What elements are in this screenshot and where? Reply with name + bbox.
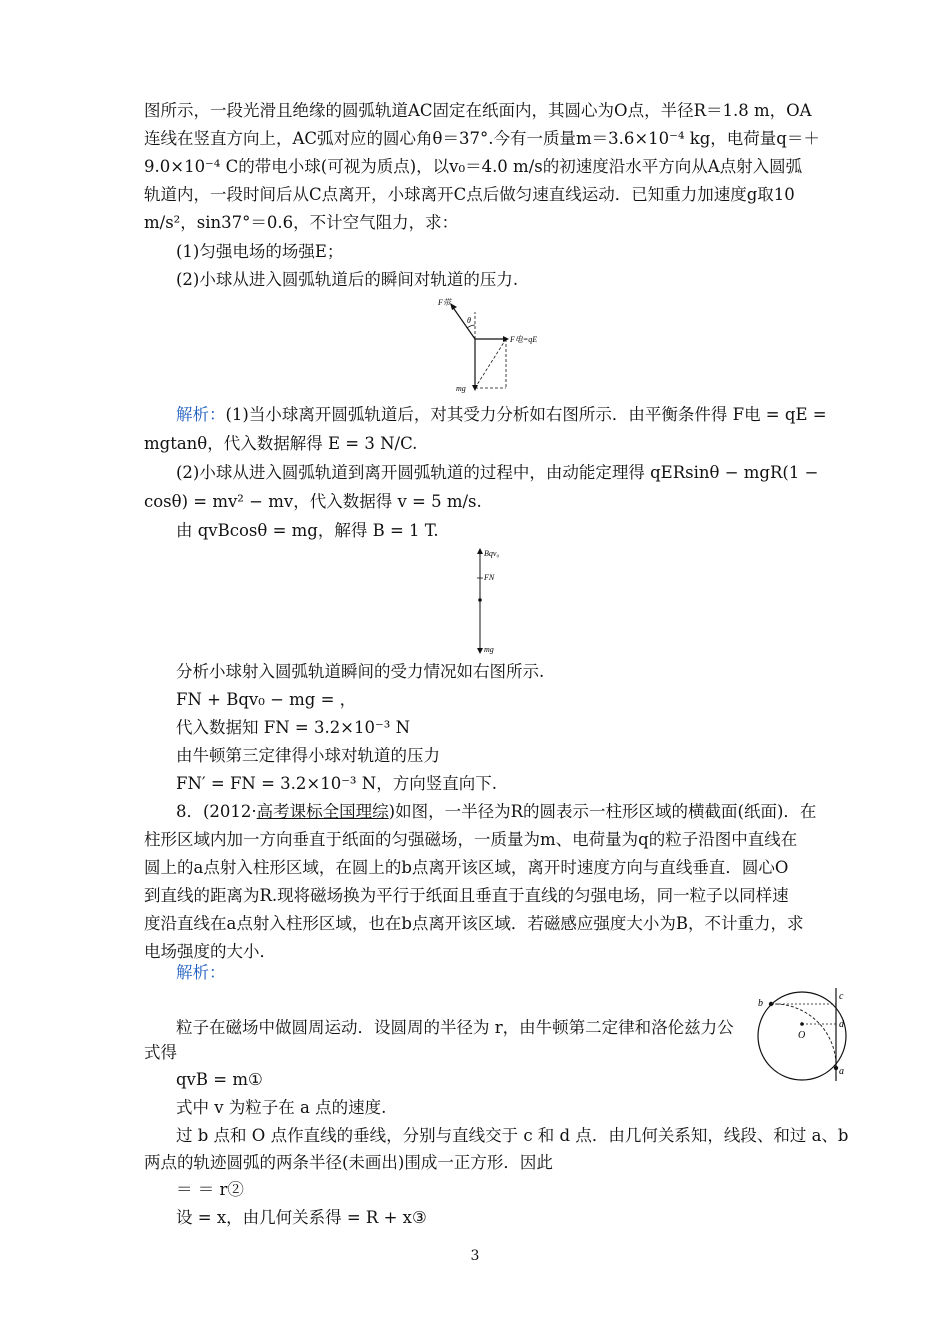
mg-label: mg	[456, 384, 466, 393]
page-number: 3	[470, 1248, 480, 1264]
solution-line	[176, 405, 827, 425]
solution-line: 分析小球射入圆弧轨道瞬间的受力情况如右图所示.	[176, 662, 545, 681]
problem-number: 8．(2012·	[176, 802, 257, 821]
problem-text-line: 轨道内，一段时间后从C点离开，小球离开C点后做匀速直线运动．已知重力加速度g取10	[144, 185, 795, 204]
solution-line: 两点的轨迹圆弧的两条半径(未画出)围成一正方形．因此	[144, 1153, 553, 1172]
question-2: (2)小球从进入圆弧轨道后的瞬间对轨道的压力.	[176, 270, 519, 289]
label-o: O	[798, 1030, 806, 1041]
problem-text-line: 图所示，一段光滑且绝缘的圆弧轨道AC固定在纸面内，其圆心为O点，半径R＝1.8 m，OA	[144, 101, 812, 120]
label-c: c	[839, 991, 844, 1002]
arrowhead	[477, 548, 483, 554]
problem-text-line: 圆上的a点射入柱形区域，在圆上的b点离开该区域，离开时速度方向与直线垂直．圆心O	[144, 858, 789, 877]
f-dai-label: F带	[438, 298, 451, 307]
label-b: b	[758, 998, 763, 1009]
solution-label: 解析：	[176, 405, 226, 424]
point-b	[769, 1002, 773, 1006]
f-dai-vector	[452, 306, 475, 339]
dashed-diagonal	[475, 339, 506, 388]
solution-line: 由牛顿第三定律得小球对轨道的压力	[176, 746, 440, 765]
arrowhead	[450, 303, 457, 310]
solution-line: qvB = m①	[176, 1070, 263, 1089]
solution-line: cosθ) = mv² − mv，代入数据得 v = 5 m/s.	[144, 492, 482, 511]
problem-text-line: 电场强度的大小．	[144, 942, 276, 961]
point-a	[834, 1066, 838, 1070]
solution-line: 由 qvBcosθ = mg，解得 B = 1 T.	[176, 521, 439, 540]
solution-label: 解析：	[176, 963, 226, 982]
force-diagram-2	[470, 546, 530, 658]
theta-label: θ	[467, 316, 471, 325]
problem-text-line: 到直线的距离为R.现将磁场换为平行于纸面且垂直于直线的匀强电场，同一粒子以同样速	[144, 886, 789, 905]
solution-text: (1)当小球离开圆弧轨道后，对其受力分析如右图所示．由平衡条件得 F电 = qE =	[225, 405, 827, 424]
problem-text-line: 连线在竖直方向上，AC弧对应的圆心角θ＝37°.今有一质量m＝3.6×10⁻⁴ kg，电荷量q＝＋	[144, 129, 820, 148]
point-o	[800, 1022, 804, 1026]
problem-text: )如图，一半径为R的圆表示一柱形区域的横截面(纸面)．在	[388, 802, 817, 821]
solution-line: 粒子在磁场中做圆周运动．设圆周的半径为 r，由牛顿第二定律和洛伦兹力公	[176, 1018, 734, 1037]
solution-line: (2)小球从进入圆弧轨道到离开圆弧轨道的过程中，由动能定理得 qERsinθ − mgR(1 −	[176, 463, 819, 482]
solution-line: FN′ = FN = 3.2×10⁻³ N，方向竖直向下.	[176, 774, 497, 793]
solution-line: ＝ ＝ r②	[176, 1180, 244, 1199]
problem-text-line: 9.0×10⁻⁴ C的带电小球(可视为质点)，以v₀＝4.0 m/s的初速度沿水平方向从A点射入圆弧	[144, 157, 803, 176]
problem-text-line: 度沿直线在a点射入柱形区域，也在b点离开该区域．若磁感应强度大小为B，不计重力，求	[144, 914, 804, 933]
solution-line: 式中 v 为粒子在 a 点的速度.	[176, 1098, 387, 1117]
problem-text-line: m/s²，sin37°＝0.6，不计空气阻力，求：	[144, 213, 459, 232]
solution-line: mgtanθ，代入数据解得 E = 3 N/C.	[144, 434, 418, 453]
fn-label: FN	[484, 573, 495, 582]
solution-line: 设 = x，由几何关系得 = R + x③	[176, 1208, 427, 1227]
circle-diagram	[752, 986, 862, 1086]
problem-text-line: 柱形区域内加一方向垂直于纸面的匀强磁场，一质量为m、电荷量为q的粒子沿图中直线在	[144, 830, 798, 849]
ball-point	[478, 598, 482, 602]
solution-line: 过 b 点和 O 点作直线的垂线，分别与直线交于 c 和 d 点．由几何关系知，线段、和过 a、b	[176, 1126, 849, 1145]
question-1: (1)匀强电场的场强E；	[176, 242, 344, 261]
problem-text-line	[176, 802, 816, 822]
bqv-label: Bqv₀	[484, 549, 500, 558]
arrowhead	[477, 648, 483, 654]
force-diagram-1	[430, 292, 560, 396]
source-link[interactable]: 高考课标全国理综	[256, 802, 389, 821]
label-d: d	[839, 1019, 844, 1030]
label-a: a	[839, 1066, 844, 1077]
solution-line: FN + Bqv₀ − mg = ，	[176, 690, 357, 709]
solution-line: 代入数据知 FN = 3.2×10⁻³ N	[176, 718, 411, 737]
theta-arc	[467, 325, 475, 328]
f-dian-label: F电=qE	[510, 335, 538, 344]
mg-label: mg	[484, 645, 494, 654]
solution-line: 式得	[144, 1043, 177, 1062]
